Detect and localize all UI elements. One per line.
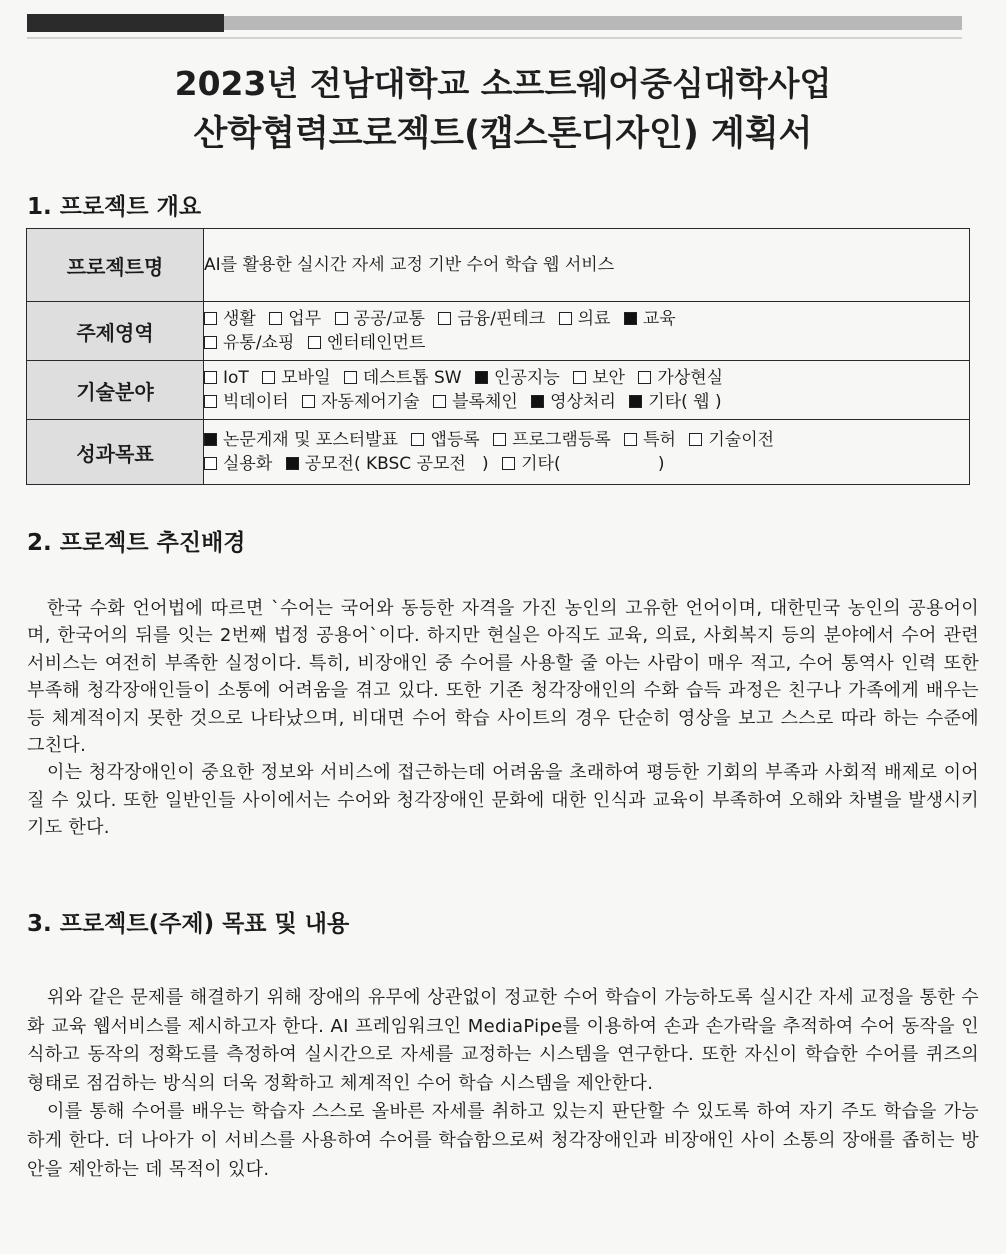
paragraph: 이를 통해 수어를 배우는 학습자 스스로 올바른 자세를 취하고 있는지 판단할 수 있도록 하여 자기 주도 학습을 가능하게 한다. 더 나아가 이 서비스를 사용하여 수어를 학습함으로써 청각장애인과 비장애인 사이 소통의 장애를 좁히는 방안을 제안하는 데 목적이 있다. — [27, 1101, 979, 1180]
checkbox-option: 논문게재 및 포스터발표 — [204, 430, 398, 450]
table-row-tech-field — [27, 361, 970, 420]
checkbox-option: 교육 — [624, 309, 676, 329]
section2-heading: 2. 프로젝트 추진배경 — [27, 530, 246, 556]
checkbox-option: 기타( ) — [502, 454, 664, 474]
paragraph: 이는 청각장애인이 중요한 정보와 서비스에 접근하는데 어려움을 초래하여 평등한 기회의 부족과 사회적 배제로 이어질 수 있다. 또한 일반인들 사이에서는 수어와 청각장애인 문화에 대한 인식과 교육이 부족하여 오해와 차별을 발생시키기도 한다. — [27, 762, 979, 839]
checkbox-icon — [493, 433, 506, 446]
topic-options-line2 — [204, 331, 969, 355]
checkbox-option: 기술이전 — [689, 430, 774, 450]
table-row-topic-area — [27, 302, 970, 361]
checkbox-icon — [629, 395, 642, 408]
checkbox-option: 특허 — [624, 430, 676, 450]
checkbox-icon — [624, 312, 637, 325]
header-bar-dark — [27, 14, 224, 32]
checkbox-option: 의료 — [559, 309, 611, 329]
checkbox-icon — [433, 395, 446, 408]
checkbox-icon — [475, 371, 488, 384]
topic-options-line1 — [204, 307, 969, 331]
checkbox-option: 가상현실 — [638, 368, 723, 388]
header-bar — [27, 14, 962, 32]
checkbox-icon — [438, 312, 451, 325]
table-row-project-name — [27, 229, 970, 302]
checkbox-icon — [344, 371, 357, 384]
paragraph: 한국 수화 언어법에 따르면 `수어는 국어와 동등한 자격을 가진 농인의 고유한 언어이며, 대한민국 농인의 공용어이며, 한국어의 뒤를 잇는 2번째 법정 공용어`이다. 하지만 현실은 아직도 교육, 의료, 사회복지 등의 분야에서 수어 관련 서비스는 여전히 부족한 실정이다. 특히, 비장애인 중 수어를 사용할 줄 아는 사람이 매우 적고, 수어 통역사 인력 또한 부족해 청각장애인들이 소통에 어려움을 겪고 있다. 또한 기존 청각장애인의 수화 습득 과정은 친구나 가족에게 배우는 등 체계적이지 못한 것으로 나타났으며, 비대면 수어 학습 사이트의 경우 단순히 영상을 보고 스스로 따라 하는 수준에 그친다. — [27, 598, 979, 757]
checkbox-option: 블록체인 — [433, 392, 518, 412]
checkbox-option: 유통/쇼핑 — [204, 333, 294, 353]
tech-field-label: 기술분야 — [27, 361, 204, 420]
checkbox-option: 인공지능 — [475, 368, 560, 388]
checkbox-icon — [286, 457, 299, 470]
checkbox-icon — [204, 433, 217, 446]
outcome-goal-label: 성과목표 — [27, 420, 204, 485]
checkbox-option: IoT — [204, 368, 249, 388]
checkbox-icon — [573, 371, 586, 384]
document-title-line2: 산학협력프로젝트(캡스톤디자인) 계획서 — [193, 114, 813, 154]
project-name-label: 프로젝트명 — [27, 229, 204, 302]
checkbox-option: 앱등록 — [411, 430, 479, 450]
paragraph: 위와 같은 문제를 해결하기 위해 장애의 유무에 상관없이 정교한 수어 학습이 가능하도록 실시간 자세 교정을 통한 수화 교육 웹서비스를 제시하고자 한다. AI 프레임워크인 MediaPipe를 이용하여 손과 손가락을 추적하여 수어 동작을 인식하고 동작의 정확도를 측정하여 실시간으로 자세를 교정하는 시스템을 연구한다. 또한 자신이 학습한 수어를 퀴즈의 형태로 점검하는 방식의 더욱 정확하고 체계적인 수어 학습 시스템을 제안한다. — [27, 987, 979, 1094]
checkbox-option: 업무 — [269, 309, 321, 329]
checkbox-option: 금융/핀테크 — [438, 309, 545, 329]
checkbox-option: 빅데이터 — [204, 392, 289, 412]
checkbox-icon — [269, 312, 282, 325]
tech-field-options — [204, 361, 970, 420]
tech-options-line2 — [204, 390, 969, 414]
checkbox-icon — [204, 312, 217, 325]
checkbox-icon — [559, 312, 572, 325]
outcome-goal-options — [204, 420, 970, 485]
checkbox-option: 프로그램등록 — [493, 430, 611, 450]
checkbox-icon — [204, 371, 217, 384]
checkbox-icon — [302, 395, 315, 408]
document-title-line1: 2023년 전남대학교 소프트웨어중심대학사업 — [174, 64, 832, 103]
checkbox-option: 생활 — [204, 309, 256, 329]
checkbox-option: 영상처리 — [531, 392, 616, 412]
checkbox-option: 보안 — [573, 368, 625, 388]
checkbox-option: 공모전( KBSC 공모전 ) — [286, 454, 489, 474]
checkbox-option: 실용화 — [204, 454, 272, 474]
checkbox-icon — [531, 395, 544, 408]
checkbox-option: 모바일 — [262, 368, 330, 388]
checkbox-option: 기타( 웹 ) — [629, 392, 721, 412]
checkbox-icon — [335, 312, 348, 325]
checkbox-icon — [689, 433, 702, 446]
tech-options-line1 — [204, 366, 969, 390]
goal-options-line1 — [204, 428, 969, 452]
header-divider — [27, 37, 962, 39]
checkbox-icon — [638, 371, 651, 384]
checkbox-icon — [502, 457, 515, 470]
checkbox-icon — [411, 433, 424, 446]
checkbox-icon — [262, 371, 275, 384]
goal-options-line2 — [204, 452, 969, 476]
project-name-value: AI를 활용한 실시간 자세 교정 기반 수어 학습 웹 서비스 — [204, 229, 970, 302]
section3-body — [27, 984, 979, 1184]
topic-area-label: 주제영역 — [27, 302, 204, 361]
checkbox-option: 엔터테인먼트 — [308, 333, 426, 353]
section3-heading: 3. 프로젝트(주제) 목표 및 내용 — [27, 911, 350, 937]
section1-heading: 1. 프로젝트 개요 — [27, 194, 202, 220]
checkbox-icon — [204, 457, 217, 470]
checkbox-icon — [624, 433, 637, 446]
checkbox-icon — [204, 395, 217, 408]
topic-area-options — [204, 302, 970, 361]
checkbox-option: 자동제어기술 — [302, 392, 420, 412]
checkbox-option: 데스트톱 SW — [344, 368, 462, 388]
project-overview-table — [26, 228, 970, 485]
checkbox-icon — [204, 336, 217, 349]
table-row-outcome-goal — [27, 420, 970, 485]
checkbox-icon — [308, 336, 321, 349]
header-bar-light — [224, 16, 962, 30]
checkbox-option: 공공/교통 — [335, 309, 425, 329]
section2-body — [27, 595, 979, 842]
